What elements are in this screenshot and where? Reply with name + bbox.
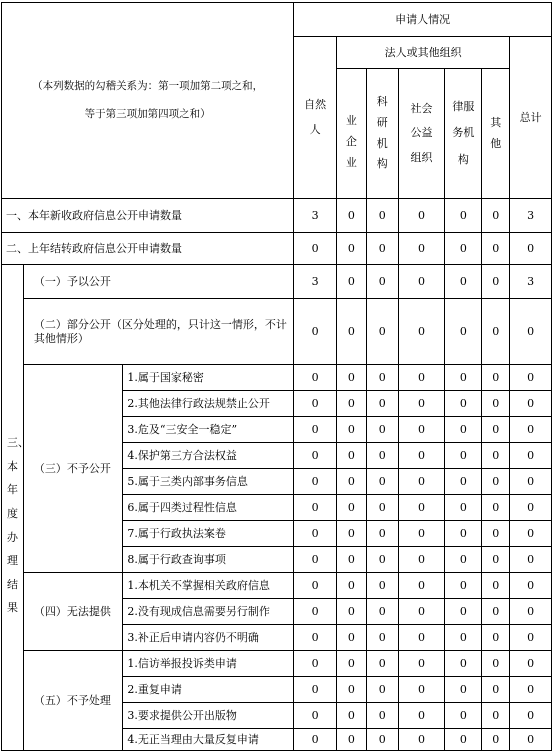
value-cell: 0: [445, 651, 482, 677]
value-cell: 0: [398, 365, 445, 391]
value-cell: 0: [337, 573, 367, 599]
value-cell: 0: [510, 233, 552, 265]
table-row: [2, 265, 552, 299]
value-cell: 0: [366, 547, 398, 573]
value-cell: 0: [294, 299, 337, 365]
results-group-label: 三、本年度办理结果: [2, 265, 24, 751]
row-label: 1.本机关不掌握相关政府信息: [123, 573, 294, 599]
natural-person-header: 自然人: [294, 37, 337, 199]
value-cell: 0: [482, 599, 510, 625]
row-label: 一、本年新收政府信息公开申请数量: [2, 199, 294, 233]
value-cell: 0: [482, 625, 510, 651]
value-cell: 0: [294, 703, 337, 729]
value-cell: 0: [445, 233, 482, 265]
value-cell: 0: [445, 521, 482, 547]
value-cell: 3: [294, 199, 337, 233]
value-cell: 0: [482, 495, 510, 521]
commercial-enterprise-header: 业企业: [337, 69, 367, 199]
value-cell: 0: [445, 299, 482, 365]
value-cell: 0: [510, 573, 552, 599]
value-cell: 0: [482, 391, 510, 417]
value-cell: 0: [445, 599, 482, 625]
value-cell: 0: [482, 299, 510, 365]
value-cell: 0: [294, 443, 337, 469]
value-cell: 0: [294, 365, 337, 391]
table-row: [2, 365, 552, 391]
value-cell: 0: [337, 417, 367, 443]
row-label: 2.其他法律行政法规禁止公开: [123, 391, 294, 417]
value-cell: 0: [398, 495, 445, 521]
not-disclosed-label: （三）不予公开: [23, 365, 123, 573]
row-label: 7.属于行政执法案卷: [123, 521, 294, 547]
value-cell: 0: [510, 443, 552, 469]
social-welfare-org-header: 社会公益组织: [398, 69, 445, 199]
value-cell: 0: [445, 469, 482, 495]
value-cell: 0: [294, 677, 337, 703]
value-cell: 0: [398, 443, 445, 469]
value-cell: 0: [510, 547, 552, 573]
value-cell: 0: [366, 391, 398, 417]
value-cell: 0: [337, 469, 367, 495]
value-cell: 0: [294, 391, 337, 417]
value-cell: 0: [294, 573, 337, 599]
value-cell: 0: [398, 729, 445, 751]
value-cell: 0: [445, 677, 482, 703]
value-cell: 0: [445, 703, 482, 729]
value-cell: 0: [337, 521, 367, 547]
value-cell: 0: [482, 233, 510, 265]
value-cell: 0: [510, 625, 552, 651]
value-cell: 0: [294, 521, 337, 547]
value-cell: 0: [337, 547, 367, 573]
row-label: 二、上年结转政府信息公开申请数量: [2, 233, 294, 265]
value-cell: 0: [366, 703, 398, 729]
value-cell: 0: [398, 199, 445, 233]
value-cell: 0: [398, 265, 445, 299]
value-cell: 0: [482, 521, 510, 547]
value-cell: 0: [294, 417, 337, 443]
value-cell: 0: [482, 443, 510, 469]
value-cell: 0: [366, 265, 398, 299]
row-label: 4.保护第三方合法权益: [123, 443, 294, 469]
value-cell: 0: [398, 599, 445, 625]
value-cell: 0: [366, 299, 398, 365]
value-cell: 0: [510, 651, 552, 677]
value-cell: 0: [398, 233, 445, 265]
value-cell: 0: [445, 625, 482, 651]
value-cell: 0: [445, 495, 482, 521]
value-cell: 3: [510, 199, 552, 233]
value-cell: 0: [445, 391, 482, 417]
value-cell: 0: [510, 495, 552, 521]
value-cell: 0: [366, 625, 398, 651]
row-label: 4.无正当理由大量反复申请: [123, 729, 294, 751]
header-note-cell: [2, 3, 294, 199]
value-cell: 0: [510, 677, 552, 703]
value-cell: 0: [366, 199, 398, 233]
value-cell: 0: [398, 299, 445, 365]
value-cell: 0: [337, 365, 367, 391]
value-cell: 0: [482, 729, 510, 751]
value-cell: 0: [366, 729, 398, 751]
value-cell: 0: [294, 469, 337, 495]
value-cell: 0: [445, 573, 482, 599]
value-cell: 0: [366, 469, 398, 495]
row-label: 3.危及“三安全一稳定”: [123, 417, 294, 443]
value-cell: 0: [294, 729, 337, 751]
value-cell: 0: [510, 417, 552, 443]
value-cell: 0: [482, 703, 510, 729]
value-cell: 0: [398, 391, 445, 417]
unable-to-provide-label: （四）无法提供: [23, 573, 123, 651]
value-cell: 0: [445, 417, 482, 443]
value-cell: 0: [510, 391, 552, 417]
value-cell: 0: [337, 651, 367, 677]
value-cell: 0: [366, 233, 398, 265]
law-firm-header: 律服务机构: [445, 69, 482, 199]
value-cell: 0: [398, 547, 445, 573]
value-cell: 0: [398, 625, 445, 651]
value-cell: 0: [510, 469, 552, 495]
value-cell: 0: [510, 703, 552, 729]
value-cell: 0: [510, 729, 552, 751]
table-row: [2, 299, 552, 365]
research-institution-header: 科研机构: [366, 69, 398, 199]
value-cell: 0: [337, 677, 367, 703]
value-cell: 0: [510, 599, 552, 625]
table-row: [2, 573, 552, 599]
value-cell: 0: [294, 495, 337, 521]
value-cell: 0: [366, 521, 398, 547]
value-cell: 0: [366, 573, 398, 599]
row-label: 5.属于三类内部事务信息: [123, 469, 294, 495]
value-cell: 0: [398, 703, 445, 729]
not-processed-label: （五）不予处理: [23, 651, 123, 751]
value-cell: 0: [445, 265, 482, 299]
value-cell: 0: [337, 199, 367, 233]
value-cell: 0: [366, 651, 398, 677]
other-header: 其他: [482, 69, 510, 199]
value-cell: 0: [398, 417, 445, 443]
value-cell: 0: [337, 299, 367, 365]
value-cell: 0: [510, 299, 552, 365]
value-cell: 0: [337, 625, 367, 651]
value-cell: 0: [337, 495, 367, 521]
table-row: [2, 233, 552, 265]
value-cell: 0: [366, 495, 398, 521]
value-cell: 0: [510, 365, 552, 391]
value-cell: 0: [294, 651, 337, 677]
table-row: [2, 651, 552, 677]
disclosure-statistics-table: [1, 2, 552, 751]
value-cell: 0: [337, 443, 367, 469]
value-cell: 0: [445, 443, 482, 469]
value-cell: 0: [366, 599, 398, 625]
value-cell: 0: [482, 651, 510, 677]
header-note: （本列数据的勾稽关系为：第一项加第二项之和，等于第三项加第四项之和）: [32, 80, 264, 120]
value-cell: 0: [294, 625, 337, 651]
value-cell: 0: [366, 365, 398, 391]
legal-org-header: 法人或其他组织: [337, 37, 510, 69]
applicant-situation-header: 申请人情况: [294, 3, 552, 37]
value-cell: 0: [398, 521, 445, 547]
value-cell: 0: [294, 547, 337, 573]
row-label: 2.没有现成信息需要另行制作: [123, 599, 294, 625]
row-label: 3.补正后申请内容仍不明确: [123, 625, 294, 651]
value-cell: 0: [445, 547, 482, 573]
value-cell: 0: [482, 265, 510, 299]
value-cell: 0: [366, 417, 398, 443]
value-cell: 0: [482, 417, 510, 443]
value-cell: 3: [294, 265, 337, 299]
value-cell: 0: [482, 199, 510, 233]
row-label: 2.重复申请: [123, 677, 294, 703]
value-cell: 3: [510, 265, 552, 299]
value-cell: 0: [337, 703, 367, 729]
value-cell: 0: [337, 265, 367, 299]
total-header: 总计: [510, 37, 552, 199]
value-cell: 0: [482, 573, 510, 599]
value-cell: 0: [482, 469, 510, 495]
value-cell: 0: [337, 233, 367, 265]
row-label: 3.要求提供公开出版物: [123, 703, 294, 729]
value-cell: 0: [445, 365, 482, 391]
value-cell: 0: [294, 599, 337, 625]
row-label: 8.属于行政查询事项: [123, 547, 294, 573]
value-cell: 0: [482, 365, 510, 391]
value-cell: 0: [337, 391, 367, 417]
value-cell: 0: [398, 651, 445, 677]
row-label: 1.信访举报投诉类申请: [123, 651, 294, 677]
value-cell: 0: [337, 729, 367, 751]
value-cell: 0: [398, 469, 445, 495]
value-cell: 0: [366, 443, 398, 469]
row-label: 6.属于四类过程性信息: [123, 495, 294, 521]
value-cell: 0: [445, 729, 482, 751]
value-cell: 0: [445, 199, 482, 233]
table-row: [2, 199, 552, 233]
row-label: （二）部分公开（区分处理的，只计这一情形，不计其他情形）: [23, 299, 293, 365]
value-cell: 0: [398, 677, 445, 703]
value-cell: 0: [294, 233, 337, 265]
value-cell: 0: [337, 599, 367, 625]
row-label: （一）予以公开: [23, 265, 293, 299]
value-cell: 0: [398, 573, 445, 599]
value-cell: 0: [482, 547, 510, 573]
value-cell: 0: [510, 521, 552, 547]
value-cell: 0: [366, 677, 398, 703]
value-cell: 0: [482, 677, 510, 703]
row-label: 1.属于国家秘密: [123, 365, 294, 391]
